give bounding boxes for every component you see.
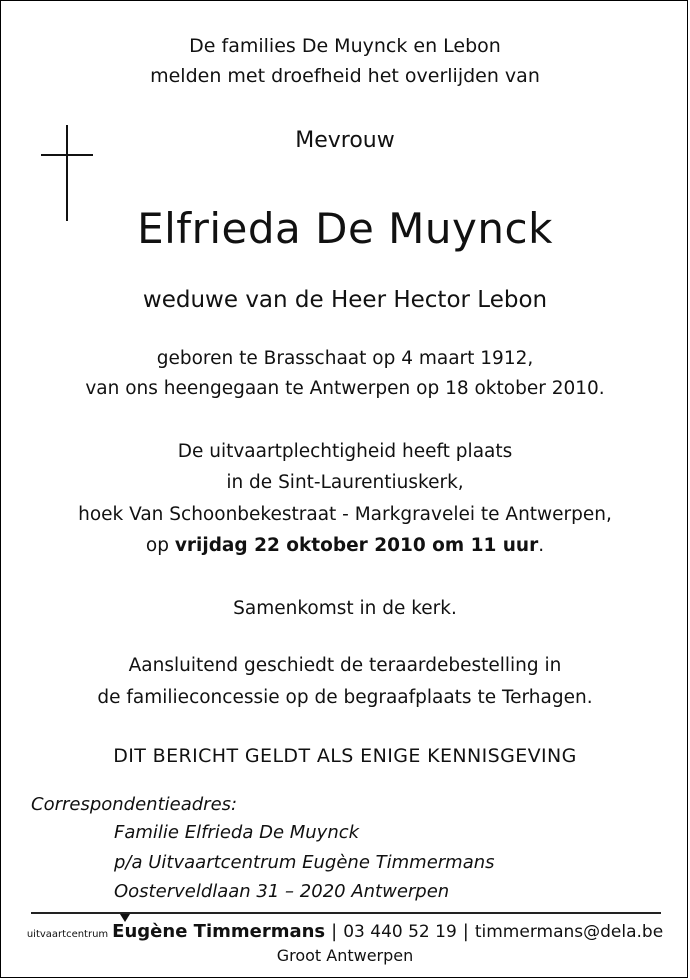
notice-line: DIT BERICHT GELDT ALS ENIGE KENNISGEVING [113,745,577,767]
ceremony-line-4 [1,531,689,561]
burial-line-2: de familieconcessie op de begraafplaats te Terhagen. [97,687,593,708]
ceremony-date-suffix: . [538,535,545,556]
footer-region: Groot Antwerpen [276,946,414,965]
deceased-name: Elfrieda De Muynck [137,204,553,253]
widow-of: weduwe van de Heer Hector Lebon [142,287,548,313]
correspondence-label: Correspondentieadres: [31,794,238,815]
funeral-home-footer [1,921,689,947]
intro-line-2: melden met droefheid het overlijden van [150,65,540,87]
correspondence-line-1: Familie Elfrieda De Muynck [114,822,360,843]
footer-brand: Eugène Timmermans [112,921,326,942]
birth-line: geboren te Brasschaat op 4 maart 1912, [156,348,534,369]
death-line: van ons heengegaan te Antwerpen op 18 oktober 2010. [85,378,605,399]
ceremony-date-prefix: op [145,535,175,556]
ceremony-line-2: in de Sint-Laurentiuskerk, [226,472,464,493]
honorific: Mevrouw [295,128,395,153]
ceremony-line-3: hoek Van Schoonbekestraat - Markgravelei te Antwerpen, [78,504,612,525]
gathering-line: Samenkomst in de kerk. [233,598,457,619]
footer-separator-2: | [462,921,469,942]
ceremony-date: vrijdag 22 oktober 2010 om 11 uur [174,535,539,556]
footer-email: timmermans@dela.be [474,922,664,942]
cross-icon-horizontal [41,154,93,156]
footer-prefix: uitvaartcentrum [26,929,109,940]
footer-separator-1: | [331,921,338,942]
ceremony-line-1: De uitvaartplechtigheid heeft plaats [177,441,513,462]
correspondence-line-3: Oosterveldlaan 31 – 2020 Antwerpen [114,881,450,902]
burial-line-1: Aansluitend geschiedt de teraardebestelling in [128,655,562,676]
intro-line-1: De families De Muynck en Lebon [189,35,501,57]
correspondence-line-2: p/a Uitvaartcentrum Eugène Timmermans [114,852,495,873]
footer-phone: 03 440 52 19 [343,922,457,942]
